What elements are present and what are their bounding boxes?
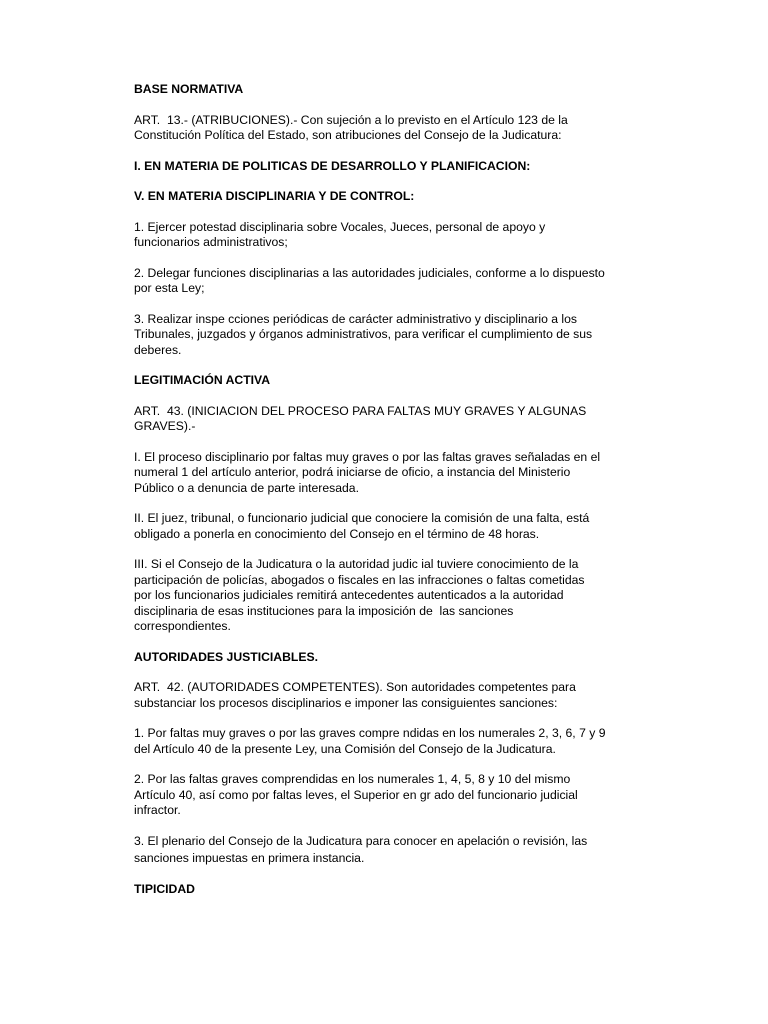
paragraph-line: II. El juez, tribunal, o funcionario judicial que conociere la comisión de una falta, está xyxy=(134,511,590,525)
paragraph-line: por esta Ley; xyxy=(134,281,205,295)
heading-line: V. EN MATERIA DISCIPLINARIA Y DE CONTROL: xyxy=(134,189,415,203)
paragraph-line: infractor. xyxy=(134,803,181,817)
paragraph-line: ART. 42. (AUTORIDADES COMPETENTES). Son autoridades competentes para xyxy=(134,680,576,694)
document-body xyxy=(134,82,634,912)
paragraph-line: disciplinaria de esas instituciones para la imposición de las sanciones xyxy=(134,603,514,618)
paragraph-line: I. El proceso disciplinario por faltas muy graves o por las faltas graves señaladas en el xyxy=(134,449,601,464)
paragraph-line: 2. Por las faltas graves comprendidas en los numerales 1, 4, 5, 8 y 10 del mismo xyxy=(134,772,571,786)
paragraph-art-43 xyxy=(134,404,634,435)
paragraph-line: 1. Por faltas muy graves o por las graves compre ndidas en los numerales 2, 3, 6, 7 y 9 xyxy=(134,726,606,740)
paragraph-line: participación de policías, abogados o fiscales en las infracciones o faltas cometidas xyxy=(134,572,585,587)
paragraph-line: 2. Delegar funciones disciplinarias a las autoridades judiciales, conforme a lo dispuesto xyxy=(134,265,605,280)
paragraph-line: 1. Ejercer potestad disciplinaria sobre Vocales, Jueces, personal de apoyo y xyxy=(134,219,546,234)
paragraph-line: por los funcionarios judiciales remitirá antecedentes autenticados a la autoridad xyxy=(134,588,564,602)
paragraph-line: Artículo 40, así como por faltas leves, el Superior en gr ado del funcionario judicial xyxy=(134,787,578,802)
paragraph-line: Constitución Política del Estado, son atribuciones del Consejo de la Judicatura: xyxy=(134,128,562,142)
section-heading-base-normativa xyxy=(134,82,634,98)
paragraph-art-43-iii xyxy=(134,557,634,635)
paragraph-line: numeral 1 del artículo anterior, podrá iniciarse de oficio, a instancia del Ministerio xyxy=(134,465,571,479)
section-heading-politicas xyxy=(134,159,634,175)
paragraph-line: substanciar los procesos disciplinarios e imponer las consiguientes sanciones: xyxy=(134,695,558,710)
heading-line: I. EN MATERIA DE POLITICAS DE DESARROLLO Y PLANIFICACION: xyxy=(134,158,531,173)
section-heading-disciplinaria xyxy=(134,189,634,205)
heading-line: LEGITIMACIÓN ACTIVA xyxy=(134,373,271,387)
paragraph-line: III. Si el Consejo de la Judicatura o la autoridad judic ial tuviere conocimiento de la xyxy=(134,557,579,571)
section-heading-legitimacion xyxy=(134,373,634,389)
paragraph-item-3 xyxy=(134,312,634,359)
paragraph-line: Público o a denuncia de parte interesada. xyxy=(134,480,359,495)
paragraph-line: ART. 13.- (ATRIBUCIONES).- Con sujeción a lo previsto en el Artículo 123 de la xyxy=(134,112,568,127)
paragraph-line: obligado a ponerla en conocimiento del Consejo en el término de 48 horas. xyxy=(134,526,540,541)
paragraph-art-42-3 xyxy=(134,834,634,867)
paragraph-art-42-2 xyxy=(134,772,634,819)
heading-line: AUTORIDADES JUSTICIABLES. xyxy=(134,649,318,664)
paragraph-item-1 xyxy=(134,220,634,251)
paragraph-art-42 xyxy=(134,680,634,711)
paragraph-line: 3. El plenario del Consejo de la Judicatura para conocer en apelación o revisión, las xyxy=(134,833,588,848)
paragraph-art-43-i xyxy=(134,450,634,497)
paragraph-line: GRAVES).- xyxy=(134,419,196,433)
paragraph-line: correspondientes. xyxy=(134,619,231,633)
heading-line: TIPICIDAD xyxy=(134,881,195,896)
paragraph-line: 3. Realizar inspe cciones periódicas de carácter administrativo y disciplinario a los xyxy=(134,311,578,326)
paragraph-line: Tribunales, juzgados y órganos administrativos, para verificar el cumplimiento de sus xyxy=(134,327,593,341)
paragraph-art-13 xyxy=(134,113,634,144)
paragraph-art-42-1 xyxy=(134,726,634,757)
paragraph-line: sanciones impuestas en primera instancia. xyxy=(134,851,365,865)
section-heading-autoridades xyxy=(134,650,634,666)
paragraph-line: deberes. xyxy=(134,342,182,357)
paragraph-line: ART. 43. (INICIACION DEL PROCESO PARA FALTAS MUY GRAVES Y ALGUNAS xyxy=(134,403,587,418)
paragraph-art-43-ii xyxy=(134,511,634,542)
paragraph-line: del Artículo 40 de la presente Ley, una Comisión del Consejo de la Judicatura. xyxy=(134,741,556,756)
section-heading-tipicidad xyxy=(134,882,634,898)
heading-line: BASE NORMATIVA xyxy=(134,82,244,96)
paragraph-line: funcionarios administrativos; xyxy=(134,235,288,249)
paragraph-item-2 xyxy=(134,266,634,297)
